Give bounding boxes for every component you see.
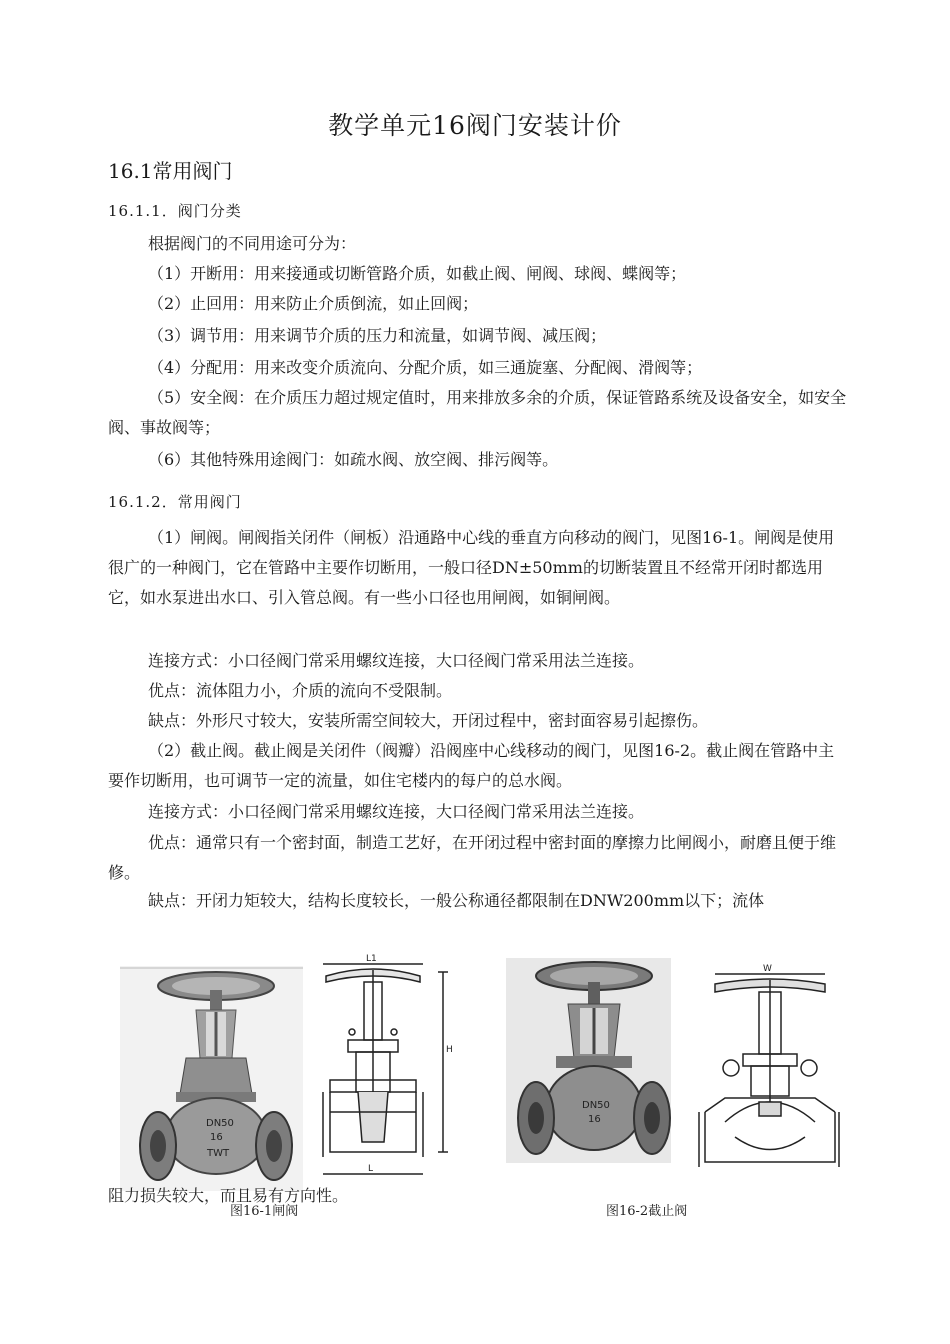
figure-caption-globe-valve: 图16-2截止阀 — [606, 1204, 688, 1219]
list-item: （5）安全阀：在介质压力超过规定值时，用来排放多余的介质，保证管路系统及设备安全，如安全阀、事故阀等； — [108, 388, 847, 437]
list-item: （2）止回用：用来防止介质倒流，如止回阀； — [148, 294, 479, 313]
dim-label-top: W — [763, 964, 772, 974]
gate-valve-cons: 缺点：外形尺寸较大，安装所需空间较大，开闭过程中，密封面容易引起擦伤。 — [148, 711, 709, 730]
page-title: 教学单元16阀门安装计价 — [328, 111, 622, 140]
list-item: （3）调节用：用来调节介质的压力和流量，如调节阀、减压阀； — [148, 326, 607, 345]
list-item: （6）其他特殊用途阀门：如疏水阀、放空阀、排污阀等。 — [148, 450, 559, 469]
figure-caption-gate-valve: 图16-1闸阀 — [230, 1204, 299, 1219]
stamp-pn: 16 — [210, 1132, 223, 1143]
stamp-brand: TWT — [207, 1148, 230, 1159]
globe-valve-drawing — [695, 962, 843, 1180]
globe-valve-photo — [506, 958, 671, 1163]
stamp-dn: DN50 — [206, 1118, 234, 1129]
globe-valve-pros: 优点：通常只有一个密封面，制造工艺好，在开闭过程中密封面的摩擦力比闸阀小，耐磨且便于维修。 — [108, 833, 837, 882]
list-item: （4）分配用：用来改变介质流向、分配介质，如三通旋塞、分配阀、滑阀等； — [148, 358, 703, 377]
stamp-dn: DN50 — [582, 1100, 610, 1111]
stamp-pn: 16 — [588, 1114, 601, 1125]
gate-valve-drawing — [318, 952, 458, 1184]
globe-valve-paragraph: （2）截止阀。截止阀是关闭件（阀瓣）沿阀座中心线移动的阀门，见图16-2。截止阀在管路中主要作切断用，也可调节一定的流量，如住宅楼内的每户的总水阀。 — [108, 741, 835, 790]
section-heading: 16.1常用阀门 — [108, 159, 233, 183]
intro-paragraph: 根据阀门的不同用途可分为： — [148, 234, 357, 253]
globe-valve-connection: 连接方式：小口径阀门常采用螺纹连接，大口径阀门常采用法兰连接。 — [148, 802, 645, 821]
gate-valve-paragraph: （1）闸阀。闸阀指关闭件（闸板）沿通路中心线的垂直方向移动的阀门，见图16-1。闸阀是使用很广的一种阀门，它在管路中主要作切断用，一般口径DN±50mm的切断装置且不经常开闭时都选用它，如水泵进出水口、引入管总阀。有一些小口径也用闸阀，如铜闸阀。 — [108, 528, 835, 607]
subsection-heading-common-valves: 16.1.2．常用阀门 — [108, 493, 242, 511]
dim-label-bottom: L — [368, 1164, 374, 1174]
dim-label-top: L1 — [366, 954, 377, 964]
gate-valve-connection: 连接方式：小口径阀门常采用螺纹连接，大口径阀门常采用法兰连接。 — [148, 651, 645, 670]
gate-valve-photo — [120, 966, 303, 1191]
globe-valve-cons: 缺点：开闭力矩较大，结构长度较长，一般公称通径都限制在DNW200mm以下；流体 — [148, 891, 765, 910]
list-item: （1）开断用：用来接通或切断管路介质，如截止阀、闸阀、球阀、蝶阀等； — [148, 264, 687, 283]
gate-valve-pros: 优点：流体阻力小，介质的流向不受限制。 — [148, 681, 453, 700]
dim-label-height: H — [446, 1045, 453, 1055]
subsection-heading-classification: 16.1.1．阀门分类 — [108, 202, 242, 220]
continued-paragraph-text: 阻力损失较大，而且易有方向性。 — [108, 1186, 349, 1205]
